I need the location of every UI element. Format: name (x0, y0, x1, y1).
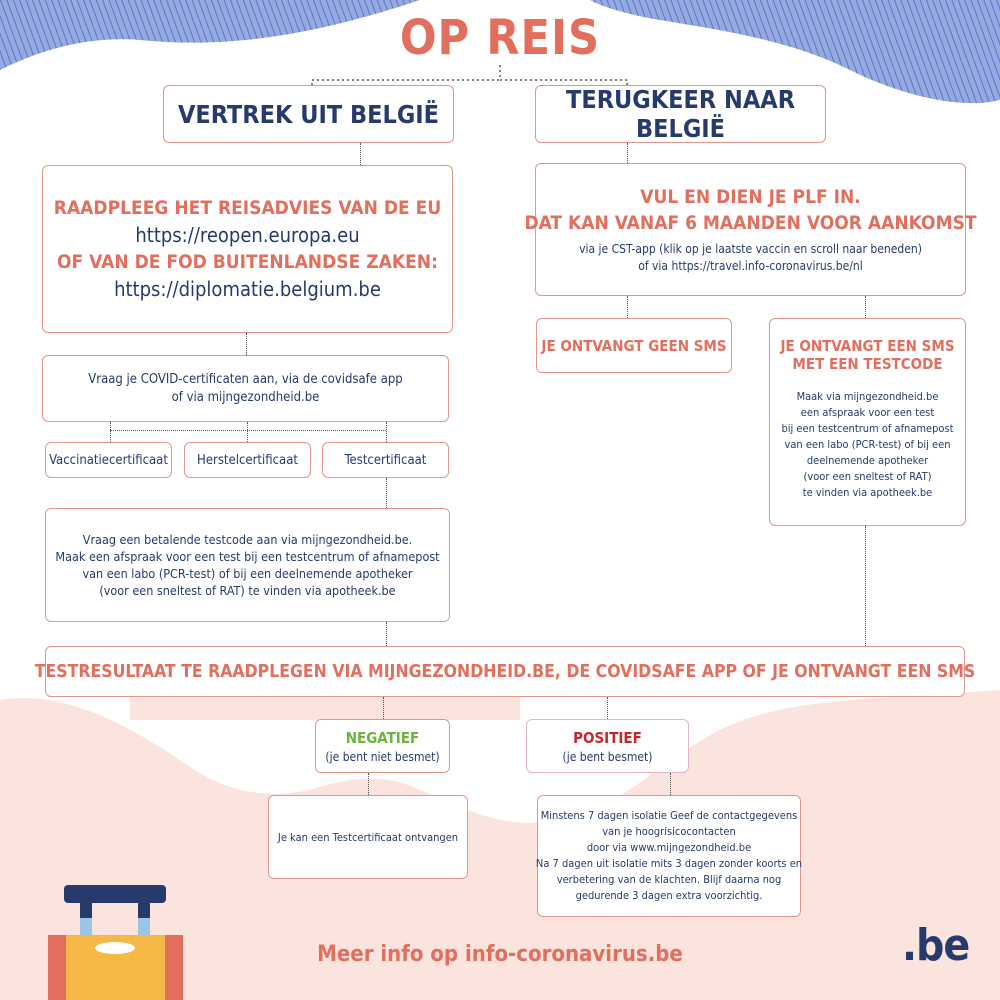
testcode-request-box (45, 508, 450, 622)
sms-line: van een labo (PCR-test) of bij een (784, 438, 951, 451)
travel-advice-eu: RAADPLEEG HET REISADVIES VAN DE EU (53, 197, 442, 219)
sms-line: een afspraak voor een test (800, 406, 935, 419)
testcode-line: (voor een sneltest of RAT) te vinden via apotheek.be (99, 583, 396, 598)
travel-advice-eu-url[interactable]: https://reopen.europa.eu (135, 223, 360, 247)
negative-result-label: Je kan een Testcertificaat ontvangen (277, 830, 459, 844)
test-result-box (34, 646, 976, 697)
certificates-request-line: Vraag je COVID-certificaten aan, via de covidsafe app (88, 372, 403, 387)
negative-result-box (268, 795, 468, 879)
positive-sub: (je bent besmet) (562, 749, 653, 764)
return-header (535, 85, 826, 143)
sms-line: deelnemende apotheker (806, 454, 929, 467)
test-result-label: TESTRESULTAAT TE RAADPLEGEN VIA MIJNGEZONDHEID.BE, DE COVIDSAFE APP OF JE ONTVANGT EEN SMS (34, 661, 976, 682)
negative-box (315, 719, 450, 773)
recovery-certificate-box (184, 442, 311, 478)
sms-line: bij een testcentrum of afnamepost (781, 422, 954, 435)
vaccination-certificate-box (45, 442, 172, 478)
sms-title-2: MET EEN TESTCODE (792, 355, 943, 373)
positive-line: Minstens 7 dagen isolatie Geef de contactgegevens (540, 809, 798, 822)
positive-line: van je hoogrisicocontacten (602, 825, 736, 838)
sms-line: te vinden via apotheek.be (802, 486, 933, 499)
sms-box (769, 318, 966, 526)
positive-line: Na 7 dagen uit isolatie mits 3 dagen zonder koorts en (535, 857, 803, 870)
certificates-request-line: of via mijngezondheid.be (171, 390, 320, 405)
plf-title-2: DAT KAN VANAF 6 MAANDEN VOOR AANKOMST (524, 212, 977, 234)
plf-sub-2: of via https://travel.info-coronavirus.be/nl (638, 259, 863, 273)
travel-advice-box (42, 165, 453, 333)
sms-title-1: JE ONTVANGT EEN SMS (780, 337, 955, 355)
plf-title-1: VUL EN DIEN JE PLF IN. (640, 186, 861, 208)
travel-advice-fod: OF VAN DE FOD BUITENLANDSE ZAKEN: (57, 251, 438, 273)
testcode-line: Maak een afspraak voor een test bij een testcentrum of afnamepost (55, 549, 440, 564)
recovery-certificate-label: Herstelcertificaat (197, 452, 298, 468)
negative-sub: (je bent niet besmet) (325, 749, 440, 764)
vaccination-certificate-label: Vaccinatiecertificaat (49, 452, 168, 468)
travel-advice-fod-url[interactable]: https://diplomatie.belgium.be (114, 277, 381, 301)
page-title: OP REIS (399, 10, 601, 66)
positive-result-box (537, 795, 801, 917)
test-certificate-box (322, 442, 449, 478)
positive-label: POSITIEF (573, 728, 642, 747)
plf-sub-1: via je CST-app (klik op je laatste vaccin en scroll naar beneden) (579, 242, 922, 256)
be-logo: .be (902, 920, 970, 971)
plf-box (524, 163, 977, 296)
positive-line: door via www.mijngezondheid.be (586, 841, 752, 854)
positive-line: gedurende 3 dagen extra voorzichtig. (575, 889, 763, 902)
sms-line: Maak via mijngezondheid.be (796, 390, 939, 403)
no-sms-box (536, 318, 732, 373)
departure-header (163, 85, 454, 143)
footer-info[interactable]: Meer info op info-coronavirus.be (317, 942, 683, 967)
no-sms-label: JE ONTVANGT GEEN SMS (541, 336, 727, 355)
negative-label: NEGATIEF (345, 728, 420, 747)
positive-line: verbetering van de klachten. Blijf daarna nog (556, 873, 782, 886)
testcode-line: Vraag een betalende testcode aan via mijngezondheid.be. (82, 532, 413, 547)
test-certificate-label: Testcertificaat (344, 452, 427, 468)
departure-header-label: VERTREK UIT BELGIË (177, 99, 440, 129)
testcode-line: van een labo (PCR-test) of bij een deelnemende apotheker (82, 566, 413, 581)
certificates-request-box (42, 355, 449, 422)
sms-line: (voor een sneltest of RAT) (803, 470, 932, 483)
return-header-label: TERUGKEER NAAR BELGIË (565, 85, 796, 143)
positive-box (526, 719, 689, 773)
